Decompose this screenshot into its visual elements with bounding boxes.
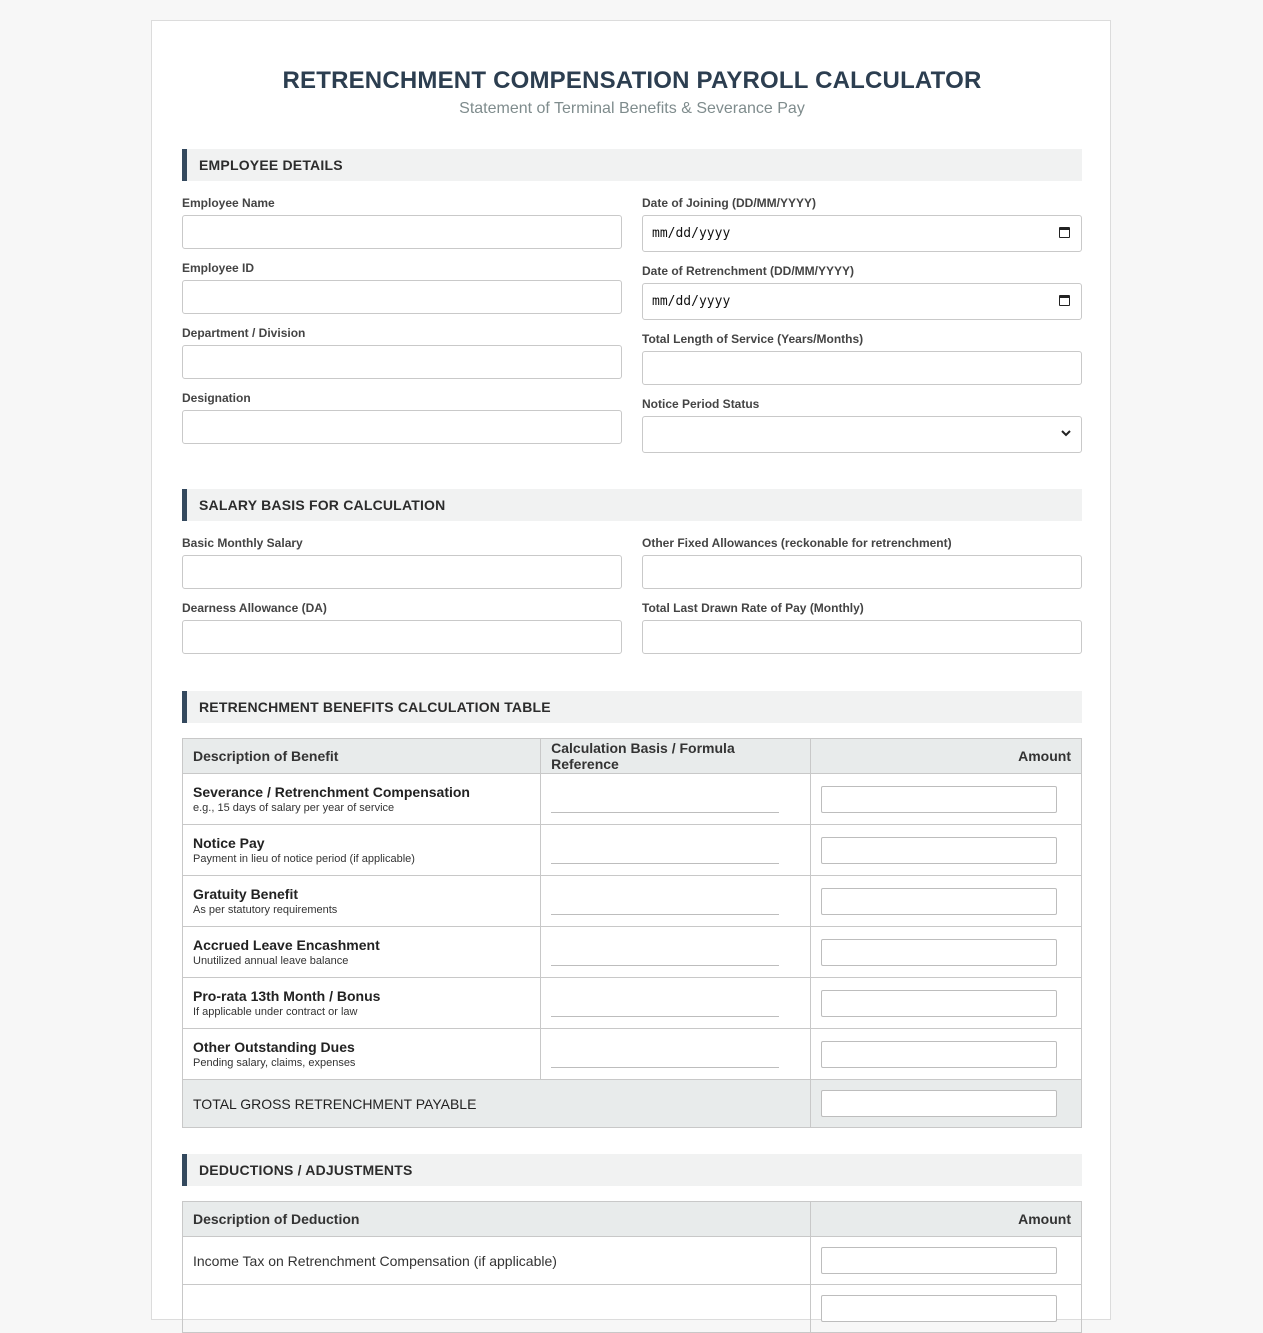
other-allowances-label: Other Fixed Allowances (reckonable for retrenchment): [642, 536, 952, 550]
benefit-title: Severance / Retrenchment Compensation: [193, 784, 470, 800]
benefit-row: [183, 774, 1082, 825]
benefit-description: [183, 1029, 541, 1080]
benefit-formula-cell: [541, 825, 811, 876]
formula-input[interactable]: [551, 994, 779, 1017]
date-retrenchment-placeholder: mm/dd/yyyy: [652, 294, 731, 309]
benefit-formula-cell: [541, 774, 811, 825]
designation-input[interactable]: [182, 410, 622, 444]
col-description: Description of Benefit: [183, 739, 541, 774]
benefit-amount-cell: [811, 876, 1082, 927]
benefits-table: [182, 738, 1082, 1128]
page-title: RETRENCHMENT COMPENSATION PAYROLL CALCULATOR: [282, 67, 982, 94]
section-benefits-table: RETRENCHMENT BENEFITS CALCULATION TABLE: [182, 691, 1082, 723]
benefit-amount-cell: [811, 825, 1082, 876]
benefit-title: Other Outstanding Dues: [193, 1039, 355, 1055]
da-input[interactable]: [182, 620, 622, 654]
deduction-description: [183, 1285, 811, 1333]
formula-input[interactable]: [551, 1045, 779, 1068]
formula-input[interactable]: [551, 943, 779, 966]
length-service-input[interactable]: [642, 351, 1082, 385]
benefit-amount-cell: [811, 774, 1082, 825]
deduction-amount-input[interactable]: [821, 1247, 1057, 1274]
notice-status-label: Notice Period Status: [642, 397, 760, 411]
col-deduction-description: Description of Deduction: [183, 1202, 811, 1237]
benefit-amount-input[interactable]: [821, 990, 1057, 1017]
other-allowances-input[interactable]: [642, 555, 1082, 589]
benefit-note: As per statutory requirements: [193, 904, 338, 916]
date-joining-label: Date of Joining (DD/MM/YYYY): [642, 196, 816, 210]
total-pay-label: Total Last Drawn Rate of Pay (Monthly): [642, 601, 864, 615]
section-salary-basis: SALARY BASIS FOR CALCULATION: [182, 489, 1082, 521]
total-row: [183, 1080, 1082, 1128]
total-pay-input[interactable]: [642, 620, 1082, 654]
benefit-title: Pro-rata 13th Month / Bonus: [193, 988, 381, 1004]
designation-label: Designation: [182, 391, 251, 405]
page-subtitle: Statement of Terminal Benefits & Severance Pay: [459, 100, 805, 117]
employee-name-input[interactable]: [182, 215, 622, 249]
da-label: Dearness Allowance (DA): [182, 601, 327, 615]
calendar-icon[interactable]: [1059, 227, 1070, 238]
benefit-amount-cell: [811, 1029, 1082, 1080]
formula-input[interactable]: [551, 892, 779, 915]
benefit-note: Pending salary, claims, expenses: [193, 1057, 356, 1069]
benefit-title: Notice Pay: [193, 835, 265, 851]
benefit-description: [183, 825, 541, 876]
benefit-amount-input[interactable]: [821, 837, 1057, 864]
benefit-title: Accrued Leave Encashment: [193, 937, 380, 953]
section-employee-details: EMPLOYEE DETAILS: [182, 149, 1082, 181]
benefit-note: e.g., 15 days of salary per year of service: [193, 802, 395, 814]
deduction-description: Income Tax on Retrenchment Compensation (if applicable): [183, 1237, 811, 1285]
deduction-amount-cell: [811, 1237, 1082, 1285]
benefit-amount-input[interactable]: [821, 888, 1057, 915]
benefit-title: Gratuity Benefit: [193, 886, 299, 902]
benefit-row: [183, 825, 1082, 876]
benefit-row: [183, 978, 1082, 1029]
benefit-note: Payment in lieu of notice period (if applicable): [193, 853, 415, 865]
benefit-amount-cell: [811, 978, 1082, 1029]
notice-status-select[interactable]: [642, 416, 1082, 453]
basic-salary-input[interactable]: [182, 555, 622, 589]
deductions-header-row: [183, 1202, 1082, 1237]
benefit-row: [183, 876, 1082, 927]
section-deductions: DEDUCTIONS / ADJUSTMENTS: [182, 1154, 1082, 1186]
deductions-table: [182, 1201, 1082, 1333]
benefit-description: [183, 774, 541, 825]
benefit-description: [183, 927, 541, 978]
deduction-row: [183, 1237, 1082, 1285]
col-deduction-amount: Amount: [811, 1202, 1082, 1237]
benefit-description: [183, 978, 541, 1029]
total-label: TOTAL GROSS RETRENCHMENT PAYABLE: [183, 1080, 811, 1128]
calendar-icon[interactable]: [1059, 295, 1070, 306]
total-amount-input[interactable]: [821, 1090, 1057, 1117]
benefit-formula-cell: [541, 978, 811, 1029]
deduction-row: [183, 1285, 1082, 1333]
employee-id-input[interactable]: [182, 280, 622, 314]
benefit-row: [183, 927, 1082, 978]
benefit-formula-cell: [541, 876, 811, 927]
col-formula: Calculation Basis / Formula Reference: [541, 739, 811, 774]
benefit-note: If applicable under contract or law: [193, 1006, 358, 1018]
deduction-amount-cell: [811, 1285, 1082, 1333]
total-amount-cell: [811, 1080, 1082, 1128]
formula-input[interactable]: [551, 841, 779, 864]
date-joining-input[interactable]: [642, 215, 1082, 252]
benefit-amount-input[interactable]: [821, 786, 1057, 813]
benefit-formula-cell: [541, 927, 811, 978]
date-retrenchment-input[interactable]: [642, 283, 1082, 320]
benefit-amount-input[interactable]: [821, 1041, 1057, 1068]
benefit-note: Unutilized annual leave balance: [193, 955, 349, 967]
department-input[interactable]: [182, 345, 622, 379]
benefit-formula-cell: [541, 1029, 811, 1080]
chevron-down-icon: [1060, 427, 1072, 439]
basic-salary-label: Basic Monthly Salary: [182, 536, 303, 550]
benefit-description: [183, 876, 541, 927]
benefit-amount-cell: [811, 927, 1082, 978]
col-amount: Amount: [811, 739, 1082, 774]
formula-input[interactable]: [551, 790, 779, 813]
benefit-row: [183, 1029, 1082, 1080]
payroll-form-page: [151, 20, 1111, 1320]
department-label: Department / Division: [182, 326, 306, 340]
employee-name-label: Employee Name: [182, 196, 275, 210]
date-retrenchment-label: Date of Retrenchment (DD/MM/YYYY): [642, 264, 855, 278]
deduction-amount-input[interactable]: [821, 1295, 1057, 1322]
date-joining-placeholder: mm/dd/yyyy: [652, 226, 731, 241]
benefit-amount-input[interactable]: [821, 939, 1057, 966]
benefits-header-row: [183, 739, 1082, 774]
employee-id-label: Employee ID: [182, 261, 255, 275]
length-service-label: Total Length of Service (Years/Months): [642, 332, 864, 346]
